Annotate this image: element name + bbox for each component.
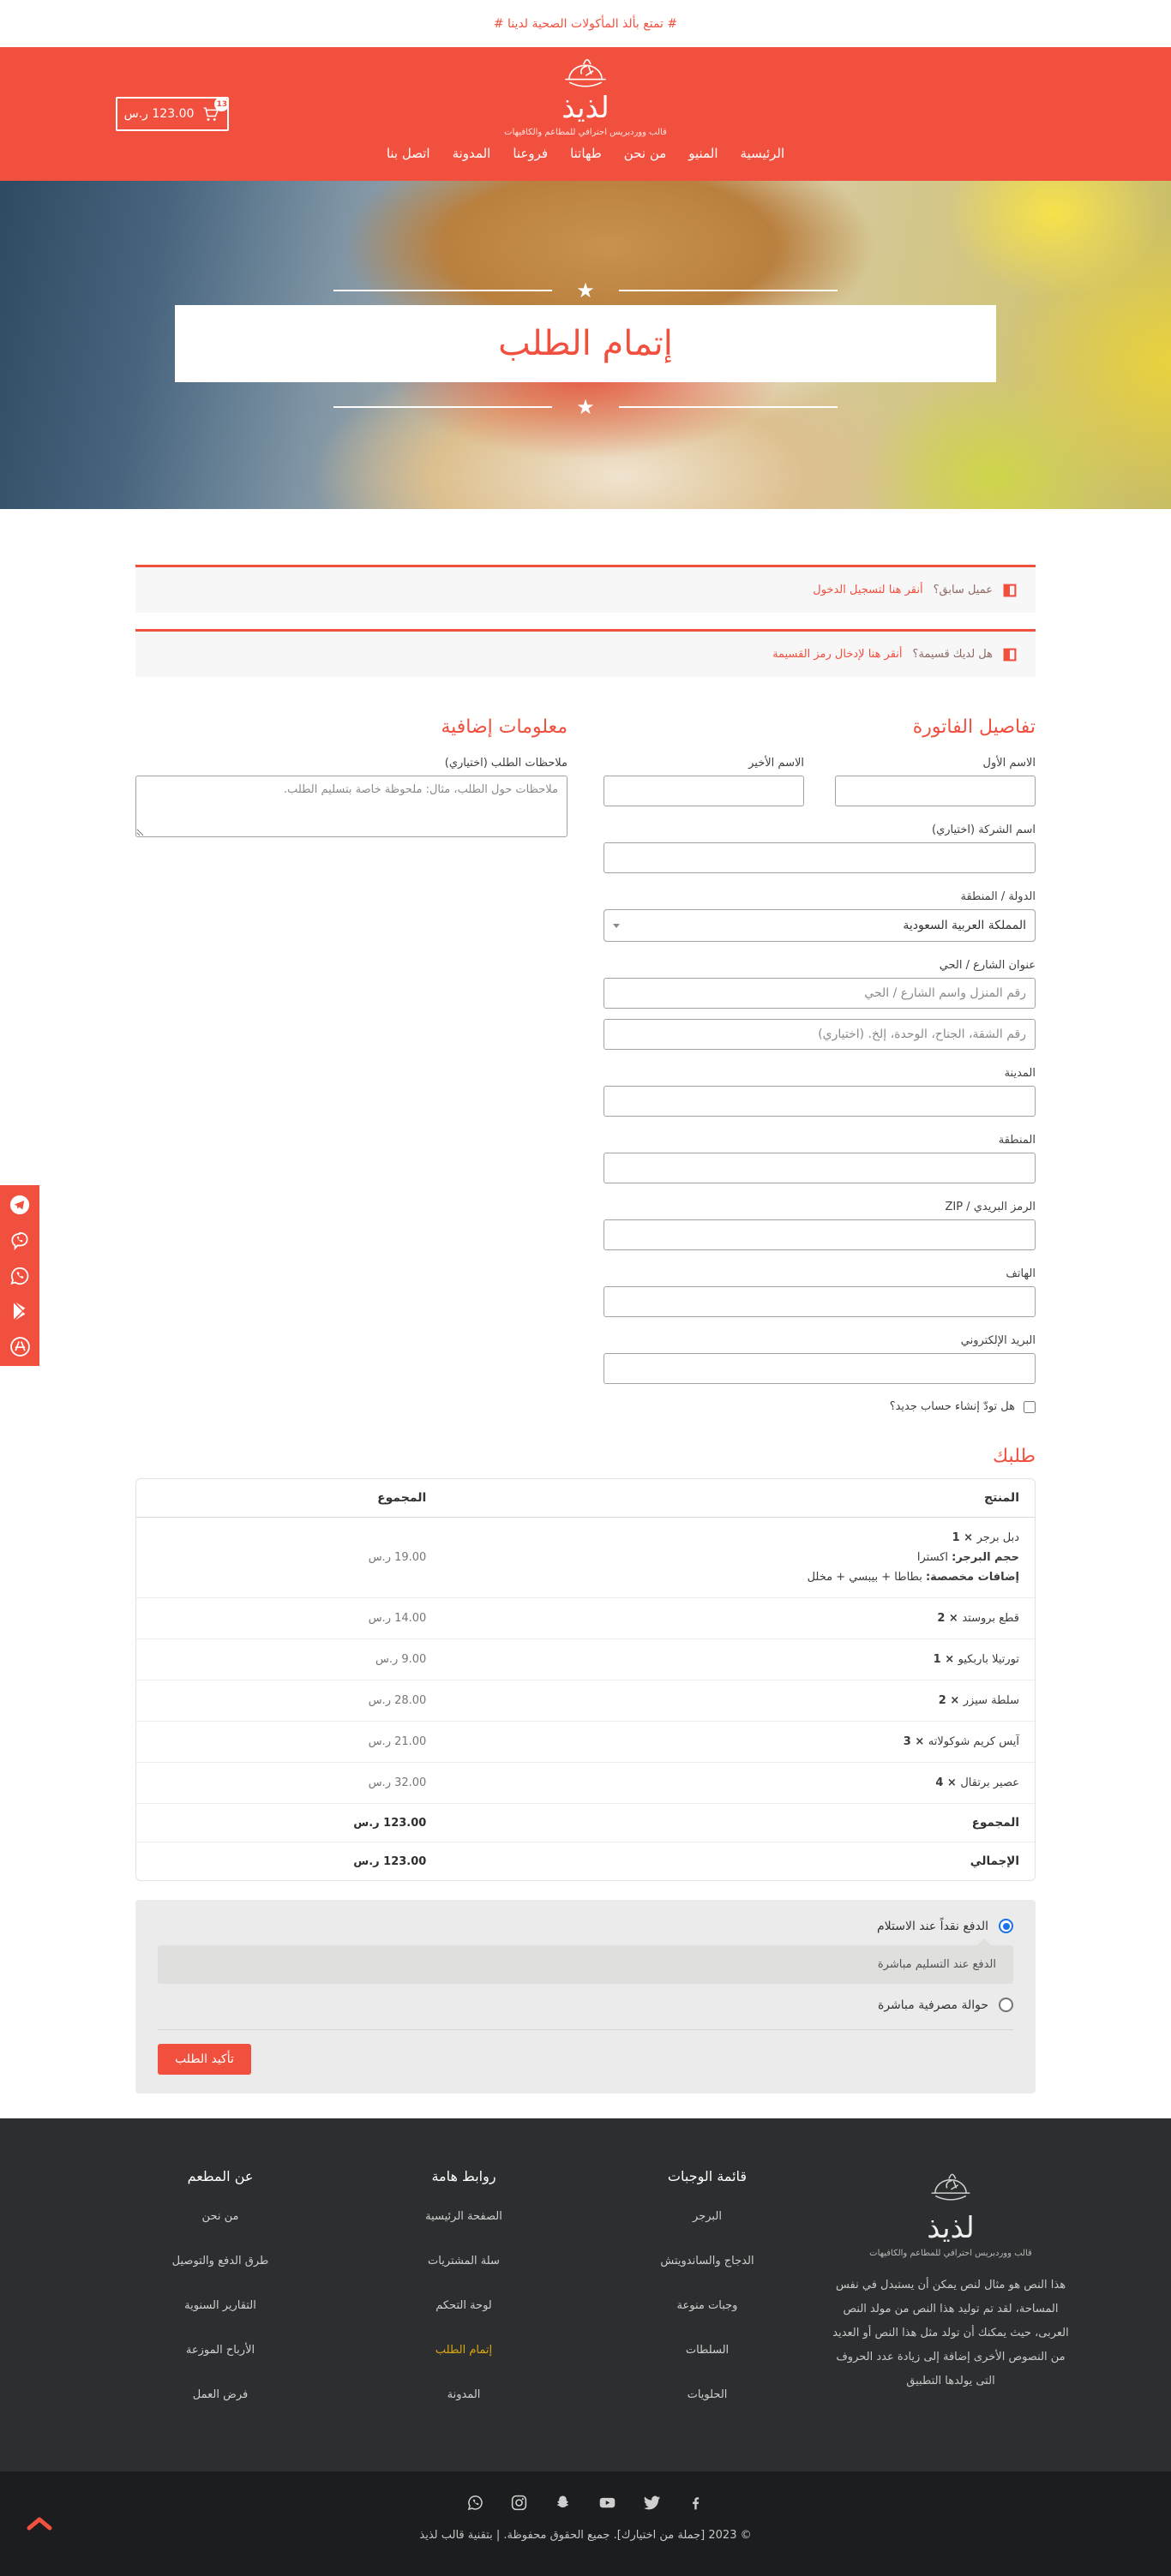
payment-bank-label: حوالة مصرفية مباشرة (877, 1998, 988, 2012)
product-name: قطع بروستد (962, 1612, 1019, 1625)
floating-social-bar (0, 1185, 39, 1366)
radio-selected-icon[interactable] (999, 1919, 1013, 1933)
total-row (136, 1842, 1035, 1880)
first-name-label: الاسم الأول (982, 757, 1036, 770)
meta-value: اكسترا (916, 1551, 948, 1564)
footer-logo-title: لذيذ (927, 2211, 975, 2245)
telegram-icon[interactable] (8, 1193, 32, 1217)
create-account-row (604, 1400, 1036, 1413)
payment-option-bank[interactable] (158, 1998, 1013, 2012)
scroll-to-top-button[interactable] (26, 2516, 53, 2534)
meta-label: حجم البرجر: (952, 1551, 1019, 1564)
main-content (0, 509, 1171, 2118)
state-field[interactable] (604, 1153, 1036, 1183)
coupon-link[interactable]: أنقر هنا لإدخال رمز القسيمة (772, 648, 903, 661)
total-column-header: المجموع (136, 1479, 441, 1518)
social-links (466, 2494, 705, 2512)
place-order-button[interactable]: تأكيد الطلب (158, 2044, 251, 2075)
country-label: الدولة / المنطقة (960, 890, 1036, 903)
product-qty: × 4 (935, 1776, 961, 1789)
page-title: إتمام الطلب (498, 324, 673, 363)
table-row (136, 1598, 1035, 1639)
footer-logo-subtitle: قالب ووردبريس احترافي للمطاعم والكافيهات (869, 2249, 1032, 2258)
street-address-field[interactable] (604, 978, 1036, 1009)
product-name: دبل برجر (976, 1531, 1019, 1544)
footer-link-jobs[interactable]: فرض العمل (192, 2388, 249, 2401)
coupon-notice (135, 629, 1036, 677)
google-play-icon[interactable] (9, 1300, 31, 1322)
email-label: البريد الإلكتروني (960, 1334, 1036, 1347)
footer-link-checkout[interactable]: إتمام الطلب (435, 2344, 493, 2357)
billing-heading: تفاصيل الفاتورة (912, 716, 1036, 738)
hero-divider-top (0, 280, 1171, 301)
cart-count-badge: 13 (214, 97, 229, 111)
footer-link-meals[interactable]: وجبات منوعة (676, 2299, 738, 2312)
product-qty: × 2 (937, 1612, 963, 1625)
state-label: المنطقة (998, 1134, 1036, 1147)
chevron-up-icon (26, 2516, 53, 2531)
company-field[interactable] (604, 842, 1036, 873)
main-nav (0, 146, 1171, 161)
order-review-heading: طلبك (993, 1446, 1036, 1467)
login-notice-text: عميل سابق؟ (933, 584, 993, 596)
footer-links-heading: روابط هامة (431, 2168, 496, 2184)
table-row (136, 1639, 1035, 1680)
footer-link-payment-delivery[interactable]: طرق الدفع والتوصيل (171, 2255, 269, 2267)
additional-info-section (135, 715, 567, 1413)
footer-link-desserts[interactable]: الحلويات (687, 2388, 728, 2401)
hero-banner (0, 181, 1171, 509)
page-title-box (175, 305, 996, 382)
product-qty: × 1 (933, 1653, 958, 1666)
product-name: آيس كريم شوكولاته (928, 1735, 1019, 1748)
footer-link-reports[interactable]: التقارير السنوية (184, 2299, 256, 2312)
order-table (135, 1478, 1036, 1881)
country-select[interactable] (604, 909, 1036, 942)
nav-item-branches[interactable]: فروعنا (513, 146, 549, 161)
city-label: المدينة (1004, 1067, 1036, 1080)
footer-about-column (829, 2168, 1072, 2433)
snapchat-icon[interactable] (554, 2494, 572, 2512)
line-total: 19.00 ر.س (136, 1518, 441, 1598)
facebook-icon[interactable] (687, 2494, 705, 2512)
payment-cod-description (158, 1945, 1013, 1984)
viber-icon[interactable] (9, 1230, 31, 1252)
whatsapp-icon[interactable] (9, 1265, 31, 1287)
cloche-logo-icon (926, 2168, 976, 2204)
radio-unselected-icon[interactable] (999, 1998, 1013, 2012)
product-name: عصير برتقال (960, 1776, 1019, 1789)
product-qty: × 3 (903, 1735, 928, 1748)
table-row (136, 1763, 1035, 1804)
cart-icon (201, 99, 228, 123)
last-name-label: الاسم الأخير (748, 757, 804, 770)
footer-meals-column (586, 2168, 829, 2433)
product-column-header: المنتج (441, 1479, 1035, 1518)
first-name-field[interactable] (835, 776, 1036, 806)
create-account-checkbox[interactable] (1024, 1401, 1036, 1413)
order-notes-field[interactable] (135, 776, 567, 837)
chevron-down-icon (613, 924, 620, 928)
cart-button[interactable] (116, 97, 229, 131)
footer-link-cart[interactable]: سلة المشتريات (428, 2255, 500, 2267)
meta-label: إضافات مخصصة: (925, 1571, 1019, 1584)
nav-item-about[interactable]: من نحن (623, 146, 667, 161)
meta-value: بطاطا + بيبسي + مخلل (807, 1571, 922, 1584)
city-field[interactable] (604, 1086, 1036, 1117)
country-selected-value: المملكة العربية السعودية (903, 919, 1026, 932)
last-name-field[interactable] (604, 776, 804, 806)
street-label: عنوان الشارع / الحي (939, 959, 1036, 972)
phone-label: الهاتف (1006, 1267, 1036, 1280)
footer-meals-heading: قائمة الوجبات (667, 2168, 748, 2184)
payment-cod-note-text: الدفع عند التسليم مباشرة (877, 1958, 996, 1971)
total-value: 123.00 ر.س (353, 1854, 427, 1868)
footer-link-blog[interactable]: المدونة (447, 2388, 481, 2401)
subtotal-value: 123.00 ر.س (136, 1804, 441, 1842)
line-total: 32.00 ر.س (136, 1763, 441, 1804)
footer-links-column (342, 2168, 586, 2433)
payment-option-cod[interactable] (158, 1919, 1013, 1933)
footer-link-burger[interactable]: البرجر (693, 2210, 722, 2223)
order-notes-label: ملاحظات الطلب (اختياري) (444, 757, 567, 770)
coupon-notice-text: هل لديك قسيمة؟ (912, 648, 993, 661)
site-logo-title[interactable]: لذيذ (561, 91, 610, 125)
line-total: 14.00 ر.س (136, 1598, 441, 1639)
note-icon (1003, 584, 1017, 597)
email-field[interactable] (604, 1353, 1036, 1384)
note-icon (1003, 648, 1017, 662)
youtube-icon[interactable] (598, 2494, 617, 2512)
table-row (136, 1518, 1035, 1598)
footer-link-dashboard[interactable]: لوحة التحكم (435, 2299, 492, 2312)
hero-divider-bottom (0, 397, 1171, 417)
whatsapp-icon[interactable] (466, 2494, 484, 2512)
announcement-text: # تمتع بألذ المأكولات الصحية لدينا # (493, 16, 678, 31)
product-qty: × 1 (952, 1531, 977, 1544)
announcement-bar (0, 0, 1171, 47)
apartment-field[interactable] (604, 1019, 1036, 1050)
footer-restaurant-column (99, 2168, 342, 2433)
site-header (0, 47, 1171, 181)
star-icon: ★ (576, 279, 595, 303)
app-store-icon[interactable] (9, 1335, 32, 1358)
payment-cod-label: الدفع نقداً عند الاستلام (877, 1919, 988, 1933)
create-account-label: هل تودّ إنشاء حساب جديد؟ (889, 1400, 1015, 1413)
product-name: سلطة سيزر (963, 1694, 1019, 1707)
zip-field[interactable] (604, 1219, 1036, 1250)
total-label: الإجمالي (970, 1854, 1019, 1868)
product-name: تورتيلا باربكيو (958, 1653, 1019, 1666)
nav-item-chefs[interactable]: طهاتنا (570, 146, 602, 161)
line-total: 21.00 ر.س (136, 1722, 441, 1763)
footer-link-dividends[interactable]: الأرباح الموزعة (185, 2344, 255, 2357)
nav-item-menu[interactable]: المنيو (688, 146, 718, 161)
site-footer (0, 2118, 1171, 2576)
nav-item-home[interactable]: الرئيسية (740, 146, 785, 161)
copyright-text: © 2023 [جملة من اختيارك]. جميع الحقوق محفوظة. | بتقنية قالب لذيذ (419, 2529, 752, 2542)
footer-description: هذا النص هو مثال لنص يمكن أن يستبدل في نفس المساحة، لقد تم توليد هذا النص من مولد النص العربى، حيث يمكنك أن تولد مثل هذا النص أو العديد من النصوص الأخرى إضافة إلى زيادة عدد الحروف التى يولدها التطبيق (832, 2279, 1069, 2387)
nav-item-blog[interactable]: المدونة (452, 146, 491, 161)
zip-label: الرمز البريدي / ZIP (945, 1201, 1036, 1213)
cloche-logo-icon (559, 53, 612, 91)
footer-link-about-us[interactable]: من نحن (201, 2210, 239, 2223)
subtotal-label: المجموع (441, 1804, 1035, 1842)
login-notice (135, 565, 1036, 613)
login-link[interactable]: أنقر هنا لتسجيل الدخول (813, 584, 923, 596)
cart-total: 123.00 ر.س (123, 107, 195, 121)
subtotal-row (136, 1804, 1035, 1842)
twitter-icon[interactable] (643, 2494, 661, 2512)
line-total: 9.00 ر.س (136, 1639, 441, 1680)
product-qty: × 2 (938, 1694, 964, 1707)
payment-section (135, 1900, 1036, 2094)
footer-restaurant-heading: عن المطعم (187, 2168, 254, 2184)
instagram-icon[interactable] (510, 2494, 528, 2512)
footer-link-salads[interactable]: السلطات (685, 2344, 730, 2357)
footer-link-chicken[interactable]: الدجاج والساندويتش (660, 2255, 754, 2267)
nav-item-contact[interactable]: اتصل بنا (386, 146, 430, 161)
table-row (136, 1722, 1035, 1763)
line-total: 28.00 ر.س (136, 1680, 441, 1722)
billing-section (604, 715, 1036, 1413)
additional-heading: معلومات إضافية (441, 716, 567, 738)
site-logo-subtitle: قالب ووردبريس احترافي للمطاعم والكافيهات (504, 128, 667, 137)
star-icon: ★ (576, 395, 595, 419)
table-row (136, 1680, 1035, 1722)
company-label: اسم الشركة (اختياري) (932, 824, 1036, 836)
footer-link-home[interactable]: الصفحة الرئيسية (425, 2210, 502, 2223)
footer-bottom-bar (0, 2471, 1171, 2576)
phone-field[interactable] (604, 1286, 1036, 1317)
